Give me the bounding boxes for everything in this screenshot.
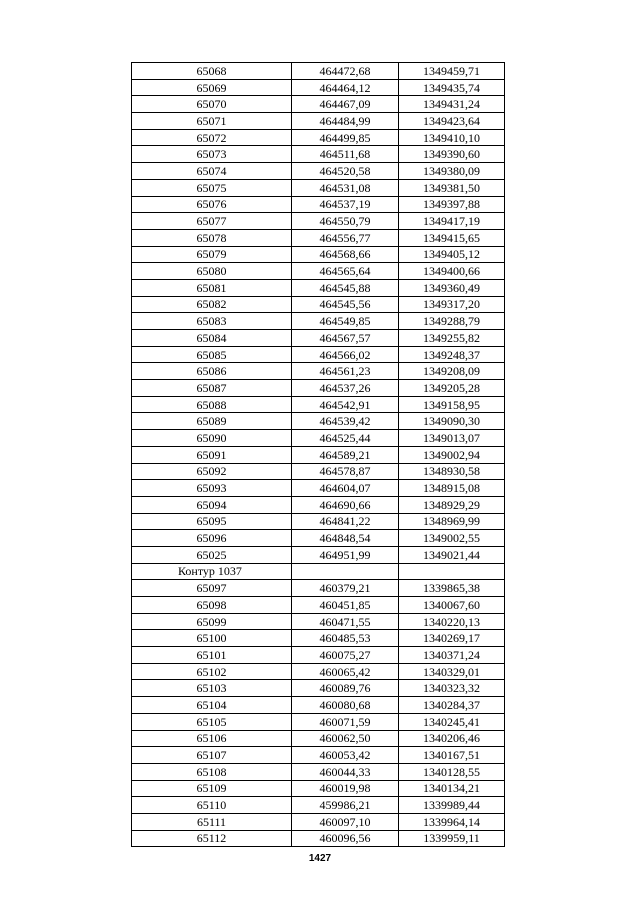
x-coordinate-cell: 464561,23: [292, 363, 399, 380]
table-row: [132, 129, 505, 146]
x-coordinate-cell: 464556,77: [292, 229, 399, 246]
table-row: [132, 196, 505, 213]
point-number-cell: 65103: [132, 680, 292, 697]
table-row: [132, 480, 505, 497]
table-row: [132, 213, 505, 230]
y-coordinate-cell: 1348969,99: [399, 513, 505, 530]
table-row: [132, 630, 505, 647]
y-coordinate-cell: 1340269,17: [399, 630, 505, 647]
x-coordinate-cell: 464568,66: [292, 246, 399, 263]
point-number-cell: 65083: [132, 313, 292, 330]
table-row: [132, 663, 505, 680]
y-coordinate-cell: 1349090,30: [399, 413, 505, 430]
point-number-cell: 65085: [132, 346, 292, 363]
section-label: Контур 1037: [132, 563, 292, 580]
point-number-cell: 65088: [132, 396, 292, 413]
x-coordinate-cell: 460485,53: [292, 630, 399, 647]
table-row: [132, 697, 505, 714]
point-number-cell: 65081: [132, 279, 292, 296]
point-number-cell: 65082: [132, 296, 292, 313]
table-row: [132, 496, 505, 513]
y-coordinate-cell: 1349288,79: [399, 313, 505, 330]
x-coordinate-cell: 464545,88: [292, 279, 399, 296]
y-coordinate-cell: 1349405,12: [399, 246, 505, 263]
table-row: [132, 380, 505, 397]
table-row: [132, 79, 505, 96]
point-number-cell: 65087: [132, 380, 292, 397]
y-coordinate-cell: 1349317,20: [399, 296, 505, 313]
table-row: [132, 263, 505, 280]
y-coordinate-cell: 1349360,49: [399, 279, 505, 296]
table-row: [132, 530, 505, 547]
x-coordinate-cell: 464525,44: [292, 430, 399, 447]
y-coordinate-cell: 1349423,64: [399, 113, 505, 130]
y-coordinate-cell: 1349002,55: [399, 530, 505, 547]
y-coordinate-cell: 1349380,09: [399, 163, 505, 180]
table-row: [132, 597, 505, 614]
y-coordinate-cell: 1349158,95: [399, 396, 505, 413]
y-coordinate-cell: 1348930,58: [399, 463, 505, 480]
x-coordinate-cell: 464511,68: [292, 146, 399, 163]
point-number-cell: 65111: [132, 813, 292, 830]
x-coordinate-cell: 464567,57: [292, 330, 399, 347]
y-coordinate-cell: 1339865,38: [399, 580, 505, 597]
table-row: [132, 780, 505, 797]
y-coordinate-cell: 1349248,37: [399, 346, 505, 363]
y-coordinate-cell: 1349400,66: [399, 263, 505, 280]
y-coordinate-cell: 1349435,74: [399, 79, 505, 96]
point-number-cell: 65075: [132, 179, 292, 196]
point-number-cell: 65105: [132, 713, 292, 730]
x-coordinate-cell: 464520,58: [292, 163, 399, 180]
coordinates-table-body: [132, 63, 505, 847]
x-coordinate-cell: 460053,42: [292, 747, 399, 764]
x-coordinate-cell: 464464,12: [292, 79, 399, 96]
x-coordinate-cell: 464531,08: [292, 179, 399, 196]
y-coordinate-cell: 1349002,94: [399, 446, 505, 463]
table-row: [132, 346, 505, 363]
point-number-cell: 65084: [132, 330, 292, 347]
table-row: [132, 513, 505, 530]
table-row: [132, 330, 505, 347]
table-row: [132, 413, 505, 430]
table-row: [132, 179, 505, 196]
table-row: [132, 313, 505, 330]
point-number-cell: 65095: [132, 513, 292, 530]
x-coordinate-cell: 464690,66: [292, 496, 399, 513]
table-row: [132, 730, 505, 747]
y-coordinate-cell: 1339989,44: [399, 797, 505, 814]
x-coordinate-cell: 460065,42: [292, 663, 399, 680]
y-coordinate-cell: 1349397,88: [399, 196, 505, 213]
y-coordinate-cell: 1339959,11: [399, 830, 505, 847]
x-coordinate-cell: 464499,85: [292, 129, 399, 146]
table-row: [132, 446, 505, 463]
point-number-cell: 65102: [132, 663, 292, 680]
x-coordinate-cell: 460019,98: [292, 780, 399, 797]
x-coordinate-cell: 464542,91: [292, 396, 399, 413]
table-row: [132, 96, 505, 113]
point-number-cell: 65076: [132, 196, 292, 213]
point-number-cell: 65108: [132, 763, 292, 780]
y-coordinate-cell: 1340206,46: [399, 730, 505, 747]
table-row: [132, 296, 505, 313]
x-coordinate-cell: 464604,07: [292, 480, 399, 497]
y-coordinate-cell: 1349431,24: [399, 96, 505, 113]
coordinates-table: [131, 62, 505, 847]
x-coordinate-cell: 460089,76: [292, 680, 399, 697]
y-coordinate-cell: 1340128,55: [399, 763, 505, 780]
x-coordinate-cell: 464578,87: [292, 463, 399, 480]
point-number-cell: 65112: [132, 830, 292, 847]
x-coordinate-cell: 460379,21: [292, 580, 399, 597]
x-coordinate-cell: 460471,55: [292, 613, 399, 630]
table-row: [132, 246, 505, 263]
point-number-cell: 65070: [132, 96, 292, 113]
empty-cell: [399, 563, 505, 580]
x-coordinate-cell: 460044,33: [292, 763, 399, 780]
y-coordinate-cell: 1340220,13: [399, 613, 505, 630]
table-row: [132, 830, 505, 847]
point-number-cell: 65080: [132, 263, 292, 280]
table-row: [132, 613, 505, 630]
point-number-cell: 65110: [132, 797, 292, 814]
table-row: [132, 680, 505, 697]
table-row: [132, 113, 505, 130]
x-coordinate-cell: 460080,68: [292, 697, 399, 714]
y-coordinate-cell: 1349021,44: [399, 546, 505, 563]
point-number-cell: 65096: [132, 530, 292, 547]
y-coordinate-cell: 1340245,41: [399, 713, 505, 730]
point-number-cell: 65093: [132, 480, 292, 497]
y-coordinate-cell: 1348929,29: [399, 496, 505, 513]
y-coordinate-cell: 1340167,51: [399, 747, 505, 764]
x-coordinate-cell: 464472,68: [292, 63, 399, 80]
section-header-row: [132, 563, 505, 580]
x-coordinate-cell: 464537,26: [292, 380, 399, 397]
point-number-cell: 65086: [132, 363, 292, 380]
y-coordinate-cell: 1340134,21: [399, 780, 505, 797]
table-row: [132, 747, 505, 764]
point-number-cell: 65073: [132, 146, 292, 163]
point-number-cell: 65092: [132, 463, 292, 480]
x-coordinate-cell: 464550,79: [292, 213, 399, 230]
y-coordinate-cell: 1349459,71: [399, 63, 505, 80]
y-coordinate-cell: 1349208,09: [399, 363, 505, 380]
table-row: [132, 763, 505, 780]
y-coordinate-cell: 1349381,50: [399, 179, 505, 196]
x-coordinate-cell: 464565,64: [292, 263, 399, 280]
x-coordinate-cell: 460451,85: [292, 597, 399, 614]
table-row: [132, 713, 505, 730]
y-coordinate-cell: 1349013,07: [399, 430, 505, 447]
x-coordinate-cell: 464537,19: [292, 196, 399, 213]
y-coordinate-cell: 1340067,60: [399, 597, 505, 614]
x-coordinate-cell: 464549,85: [292, 313, 399, 330]
x-coordinate-cell: 464545,56: [292, 296, 399, 313]
y-coordinate-cell: 1340329,01: [399, 663, 505, 680]
table-row: [132, 63, 505, 80]
y-coordinate-cell: 1349410,10: [399, 129, 505, 146]
x-coordinate-cell: 464951,99: [292, 546, 399, 563]
point-number-cell: 65074: [132, 163, 292, 180]
y-coordinate-cell: 1349255,82: [399, 330, 505, 347]
x-coordinate-cell: 464484,99: [292, 113, 399, 130]
y-coordinate-cell: 1349415,65: [399, 229, 505, 246]
point-number-cell: 65078: [132, 229, 292, 246]
x-coordinate-cell: 464467,09: [292, 96, 399, 113]
y-coordinate-cell: 1349417,19: [399, 213, 505, 230]
point-number-cell: 65097: [132, 580, 292, 597]
page-number: 1427: [308, 853, 332, 864]
x-coordinate-cell: 464841,22: [292, 513, 399, 530]
point-number-cell: 65071: [132, 113, 292, 130]
x-coordinate-cell: 460071,59: [292, 713, 399, 730]
x-coordinate-cell: 460097,10: [292, 813, 399, 830]
table-row: [132, 396, 505, 413]
table-row: [132, 430, 505, 447]
x-coordinate-cell: 460062,50: [292, 730, 399, 747]
point-number-cell: 65106: [132, 730, 292, 747]
table-row: [132, 797, 505, 814]
y-coordinate-cell: 1348915,08: [399, 480, 505, 497]
y-coordinate-cell: 1339964,14: [399, 813, 505, 830]
y-coordinate-cell: 1340323,32: [399, 680, 505, 697]
point-number-cell: 65089: [132, 413, 292, 430]
y-coordinate-cell: 1340371,24: [399, 647, 505, 664]
point-number-cell: 65069: [132, 79, 292, 96]
x-coordinate-cell: 460075,27: [292, 647, 399, 664]
point-number-cell: 65079: [132, 246, 292, 263]
table-row: [132, 463, 505, 480]
point-number-cell: 65098: [132, 597, 292, 614]
point-number-cell: 65091: [132, 446, 292, 463]
point-number-cell: 65077: [132, 213, 292, 230]
x-coordinate-cell: 464539,42: [292, 413, 399, 430]
y-coordinate-cell: 1349390,60: [399, 146, 505, 163]
point-number-cell: 65025: [132, 546, 292, 563]
point-number-cell: 65072: [132, 129, 292, 146]
point-number-cell: 65068: [132, 63, 292, 80]
table-row: [132, 546, 505, 563]
table-row: [132, 163, 505, 180]
table-row: [132, 146, 505, 163]
table-row: [132, 813, 505, 830]
point-number-cell: 65100: [132, 630, 292, 647]
point-number-cell: 65094: [132, 496, 292, 513]
x-coordinate-cell: 464848,54: [292, 530, 399, 547]
y-coordinate-cell: 1349205,28: [399, 380, 505, 397]
table-row: [132, 647, 505, 664]
empty-cell: [292, 563, 399, 580]
table-row: [132, 363, 505, 380]
point-number-cell: 65109: [132, 780, 292, 797]
y-coordinate-cell: 1340284,37: [399, 697, 505, 714]
x-coordinate-cell: 464589,21: [292, 446, 399, 463]
point-number-cell: 65101: [132, 647, 292, 664]
table-row: [132, 229, 505, 246]
x-coordinate-cell: 459986,21: [292, 797, 399, 814]
x-coordinate-cell: 460096,56: [292, 830, 399, 847]
point-number-cell: 65090: [132, 430, 292, 447]
table-row: [132, 580, 505, 597]
x-coordinate-cell: 464566,02: [292, 346, 399, 363]
table-row: [132, 279, 505, 296]
point-number-cell: 65099: [132, 613, 292, 630]
point-number-cell: 65104: [132, 697, 292, 714]
point-number-cell: 65107: [132, 747, 292, 764]
